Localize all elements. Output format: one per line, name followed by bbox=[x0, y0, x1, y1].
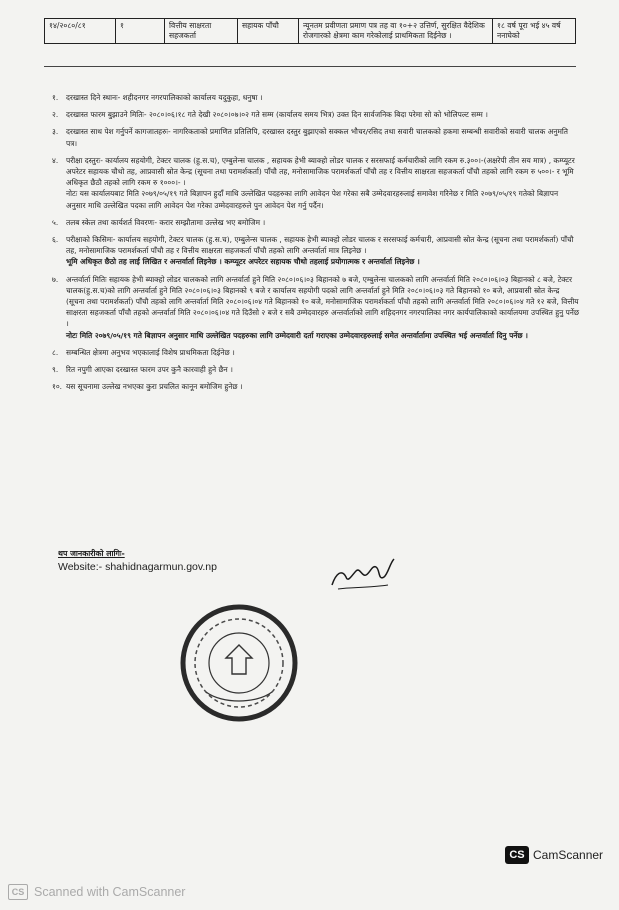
list-note: भूमि अधिकृत छैठो तह लाई लिखित र अन्तर्वार्ता लिइनेछ । कम्प्यूटर अपरेटर सहायक चौथो तहलाई प्रयोगात्मक र अन्तर्वार्ता लिइनेछ । bbox=[66, 257, 420, 267]
list-item bbox=[52, 155, 580, 211]
notice-body bbox=[52, 92, 580, 398]
vacancy-table bbox=[44, 18, 576, 44]
list-text: तलब स्केल तथा कार्यशर्त विवरणः- करार सम्झौतामा उल्लेख भए बमोजिम । bbox=[66, 217, 266, 227]
list-number: ३. bbox=[52, 127, 59, 137]
list-item bbox=[52, 92, 580, 103]
list-item bbox=[52, 364, 580, 375]
signature-image bbox=[328, 555, 398, 595]
website-link[interactable]: Website:- shahidnagarmun.gov.np bbox=[58, 561, 217, 573]
list-text: रित नपुगी आएका दरखास्त फारम उपर कुनै कारवाही हुने छैन । bbox=[66, 365, 233, 375]
watermark-text: Scanned with CamScanner bbox=[34, 885, 186, 899]
camscanner-badge bbox=[505, 846, 603, 864]
contact-block bbox=[58, 548, 217, 573]
list-text: दरखास्त साथ पेश गर्नुपर्ने कागजातहरुः- नागरिकताको प्रमाणित प्रतिलिपि, दरखास्त दस्तुर बुझाएको सक्कल भौचर/रसिद तथा सवारी चालकको हकमा सम्बन्धी सवारीको सवारी चालक अनुमति पत्र। bbox=[66, 127, 569, 148]
list-note: नोटः मिति २०७९/०५/१९ गते बिज्ञापन अनुसार माथि उल्लेखित पदहरुका लागि उम्मेदवारी दर्ता गराएका उम्मेदवारहरुलाई समेत अन्तर्वार्तामा उपस्थित भई अन्तर्वार्ता दिनु पर्नेछ । bbox=[66, 330, 528, 340]
list-note: नोटः यस कार्यालयबाट मिति २०७९/०५/१९ गते बिज्ञापन हुदाँ माथि उल्लेखित पदहरुका लागि आवेदन पेश गरेका सबै उम्मेदवारहरुलाई समावेश गरिनेछ र मिति २०७९/०५/१९ गतेको बिज्ञापन अनुसार माथि उल्लेखित पदका लागि आवेदन पेश गरेका उम्मेदवारहरुले पुन आवेदन पेश गर्नु पर्दैन। bbox=[66, 189, 559, 210]
list-number: १. bbox=[52, 93, 59, 102]
camscanner-logo-icon: CS bbox=[505, 846, 529, 864]
table-cell-level: सहायक पाँचौ bbox=[238, 19, 299, 44]
camscanner-small-icon: CS bbox=[8, 884, 28, 900]
list-item bbox=[52, 381, 580, 392]
contact-label: थप जानकारीको लागिः- bbox=[58, 549, 125, 558]
list-item bbox=[52, 126, 580, 148]
list-number: ९. bbox=[52, 365, 59, 375]
table-cell-age: १८ वर्ष पूरा भई ४५ वर्ष ननाघेको bbox=[493, 19, 576, 44]
table-row bbox=[45, 19, 576, 44]
table-cell-count: १ bbox=[116, 19, 165, 44]
list-text: परीक्षाको किसिमः- कार्यालय सहयोगी, टेक्टर चालक (हु.स.च), एम्बुलेन्स चालक , सहायक हेभी ब्याक्हो लोडर चालक र सरसफाई कर्मचारी, आप्रवासी स्रोत केन्द्र (सूचना तथा परामर्शकर्ता) पाँचौ तह, मनोसामाजिक परामर्शकर्ता पाँचौ तह र वित्तीय साक्षरता सहजकर्ता पाँचौ तहको लागि अन्तर्वार्ता मात्र लिइनेछ । bbox=[66, 235, 574, 256]
table-cell-qualification: न्यूनतम प्रवीणता प्रमाण पत्र तह वा १०+२ उत्तिर्ण, सुरक्षित वैदेशिक रोजगारको क्षेत्रमा काम गरेकोलाई प्राथमिकता दिईनेछ । bbox=[299, 19, 493, 44]
camscanner-name: CamScanner bbox=[533, 848, 604, 862]
list-number: ८. bbox=[52, 347, 59, 357]
list-item bbox=[52, 217, 580, 228]
list-number: ५. bbox=[52, 217, 59, 227]
list-item bbox=[52, 109, 580, 120]
list-number: ७. bbox=[52, 274, 59, 284]
list-number: १०. bbox=[52, 382, 63, 392]
table-cell-code: १४/२०८०/८१ bbox=[45, 19, 116, 44]
list-text: परीक्षा दस्तुरः- कार्यालय सहयोगी, टेक्टर चालक (हु.स.च), एम्बुलेन्स चालक , सहायक हेभी ब्याक्हो लोडर चालक र सरसफाई कर्मचारीको लागि रकम रु.३००।-(अक्षरेपी तीन सय मात्र) , कम्प्यूटर अपरेटर सहायक चौथो तह, आप्रवासी स्रोत केन्द्र (सूचना तथा परामर्शकर्ता) पाँचौ तह, मनोसामाजिक परामर्शकर्ता पाँचौ तह र वित्तीय साक्षरता सहजकर्ता पाँचौ तहको लागि रकम रु ५००।- र भूमि अधिकृत छैठौ तहको लागि रकम रु १०००।- । bbox=[66, 155, 575, 188]
list-item bbox=[52, 274, 580, 341]
list-item bbox=[52, 347, 580, 358]
divider-line bbox=[44, 66, 576, 67]
list-text: दरखास्त दिने स्थानः- शहीदनगर नगरपालिकाको कार्यालय यदुकुहा, धनुषा । bbox=[66, 93, 263, 102]
list-item bbox=[52, 234, 580, 268]
list-text: सम्बन्धित क्षेत्रमा अनुभव भएकालाई विशेष प्राथमिकता दिईनेछ । bbox=[66, 347, 235, 357]
list-text: अन्तर्वार्ता मितिः सहायक हेभी ब्याक्हो लोडर चालकको लागि अन्तर्वार्ता हुने मिति २०८०।०६।०३ बिहानको ७ बजे, एम्बुलेन्स चालकको लागि अन्तर्वार्ता मिति २०८०।०६।०३ बिहानको ८ बजे, टेक्टर चालक(हु.स.च)को लागि अन्तर्वार्ता हुने मिति २०८०।०६।०३ बिहानको ९ बजे र कार्यालय सहयोगी पदको लागि अन्तर्वार्ता हुने मिति २०८०।०६।०३ गते बिहानको १० बजे, आप्रवासी स्रोत केन्द्र (सूचना तथा परामर्शकर्ता) पाँचौ तहको लागि अन्तर्वार्ता मिति २०८०।०६।०४ गते बिहानको १० बजे, मनोसामाजिक परामर्शकर्ता पाँचौ तहको लागि अन्तर्वार्ता मिति २०८०।०६।०४ गते १२ बजे, वित्तीय साक्षरता सहजकर्ता पाँचौ तहको अन्तर्वार्ता मिति २०८०।०६।०४ गते दिउँसो २ बजे र सबै उम्मेदवारहरु अन्तर्वार्ताको लागि शहिदनगर नगरपालिका नगर कार्यपालिकाको कार्यालयमा उपस्थित हुनु पर्नेछ । bbox=[66, 274, 580, 329]
list-number: ६. bbox=[52, 235, 59, 245]
list-number: २. bbox=[52, 110, 59, 120]
scanned-watermark bbox=[8, 884, 185, 900]
list-text: यस सूचनामा उल्लेख नभएका कुरा प्रचलित कानून बमोजिम हुनेछ । bbox=[66, 382, 243, 392]
table-cell-post: वित्तीय साक्षरता सहजकर्ता bbox=[165, 19, 238, 44]
list-text: दरखास्त फारम बुझाउने मितिः- २०८०।०६।१८ गते देखी २०८०।०७।०२ गते सम्म (कार्यालय समय भित्र) उक्त दिन सार्वजनिक बिदा परेमा सो को भोलिपल्ट सम्म । bbox=[66, 110, 488, 120]
list-number: ४. bbox=[52, 155, 59, 165]
official-seal-image bbox=[176, 600, 302, 726]
